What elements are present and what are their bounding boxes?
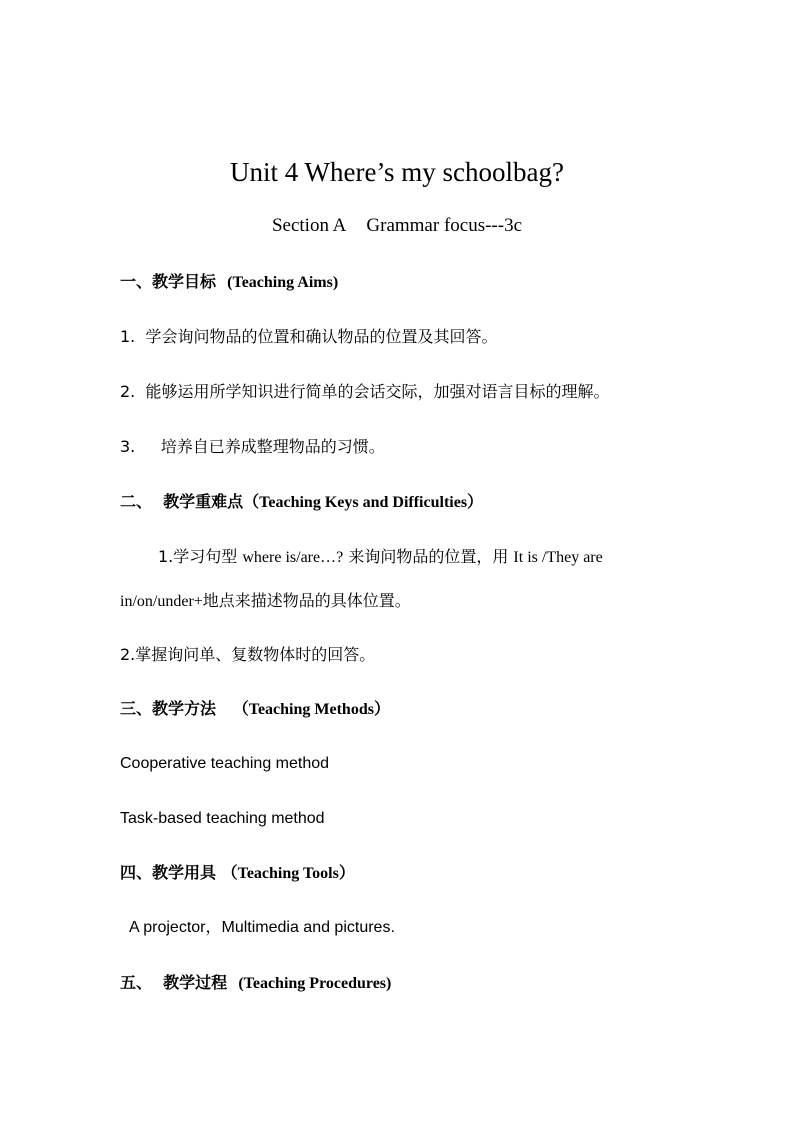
heading-en: (Teaching Procedures) [238,975,392,992]
method-item: Task-based teaching method [120,810,325,827]
subtitle-section: Section A [271,215,347,236]
aim-item [120,437,385,456]
aim-text: 培养自已养成整理物品的习惯。 [160,437,385,456]
aim-number: 2. [120,382,136,401]
key-pattern: It is /They are [513,549,603,566]
aim-text: 学会询问物品的位置和确认物品的位置及其回答。 [145,327,498,346]
subtitle-topic: Grammar focus---3c [366,215,523,236]
heading-en: (Teaching Aims) [227,274,339,291]
heading-number: 四、 [120,863,153,882]
key-text: 地点来描述物品的具体位置。 [202,591,411,610]
heading-zh: 教学过程 [163,973,228,992]
key-pattern: in/on/under+ [120,593,203,610]
document-subtitle [0,215,794,238]
key-item-2: 2.掌握询问单、复数物体时的回答。 [120,645,376,664]
method-item: Cooperative teaching method [120,755,330,772]
heading-teaching-tools [120,863,355,883]
aim-number: 1. [120,327,136,346]
heading-teaching-procedures [120,973,391,993]
heading-number: 三、 [120,699,153,718]
heading-number: 一、 [120,272,153,291]
heading-teaching-aims [120,272,338,292]
key-item-1-line-1 [158,547,603,567]
heading-en: （Teaching Keys and Difficulties） [243,494,484,511]
document-title: Unit 4 Where’s my schoolbag? [230,157,564,187]
heading-zh: 教学用具 [152,863,217,882]
key-pattern: where is/are…? [242,549,344,566]
aim-text: 能够运用所学知识进行简单的会话交际，加强对语言目标的理解。 [145,382,610,401]
aim-item [120,382,609,401]
heading-en: （Teaching Tools） [221,865,355,882]
key-text: 1.学习句型 [158,547,238,566]
key-text: 来询问物品的位置，用 [348,547,509,566]
heading-zh: 教学方法 [152,699,217,718]
aim-item [120,327,497,346]
heading-number: 二、 [120,492,153,511]
heading-teaching-methods [120,699,390,719]
heading-teaching-keys [120,492,483,512]
heading-zh: 教学目标 [152,272,217,291]
heading-zh: 教学重难点 [163,492,244,511]
key-item-1-line-2 [120,591,411,611]
tools-text: A projector，Multimedia and pictures. [129,919,395,936]
aim-number: 3. [120,437,136,456]
heading-en: （Teaching Methods） [232,701,390,718]
heading-number: 五、 [120,973,153,992]
